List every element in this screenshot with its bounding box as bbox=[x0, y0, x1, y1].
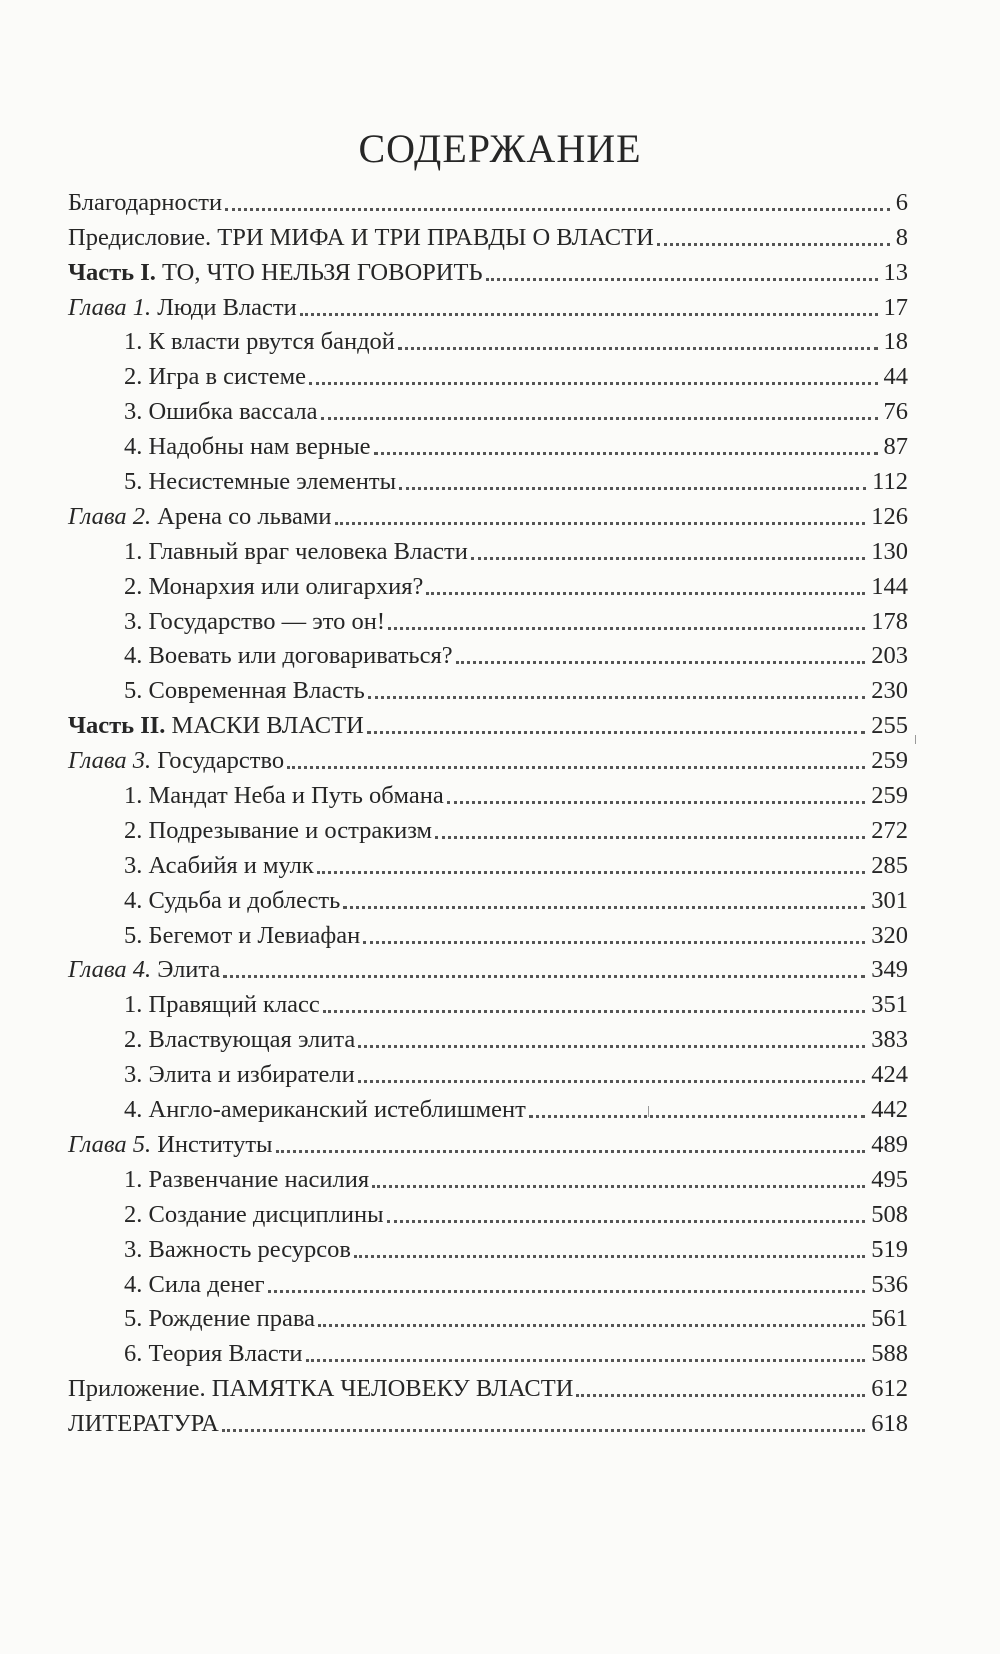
dot-leader bbox=[456, 661, 866, 664]
toc-entry-title: 5. Рождение права bbox=[124, 1305, 315, 1333]
dot-leader bbox=[300, 313, 878, 316]
toc-entry-title: 2. Монархия или олигархия? bbox=[124, 572, 424, 600]
page-number: 18 bbox=[883, 328, 908, 356]
toc-entry-label bbox=[68, 1130, 273, 1160]
toc-entry-label bbox=[124, 1304, 315, 1334]
toc-subentry bbox=[68, 427, 908, 462]
toc-entry-label bbox=[124, 1060, 355, 1090]
toc-entry-title: 5. Несистемные элементы bbox=[124, 468, 397, 496]
toc-entry-title: МАСКИ ВЛАСТИ bbox=[171, 712, 364, 740]
toc-subentry bbox=[68, 532, 908, 567]
toc-entry-title: 3. Ошибка вассала bbox=[124, 398, 318, 426]
page-number: 259 bbox=[871, 782, 908, 810]
dot-leader bbox=[657, 243, 890, 246]
dot-leader bbox=[388, 627, 865, 630]
page-number: 561 bbox=[871, 1305, 908, 1333]
page-number: 87 bbox=[883, 433, 908, 461]
toc-entry-title: 1. Мандат Неба и Путь обмана bbox=[124, 782, 444, 810]
toc-entry-label bbox=[68, 502, 332, 532]
toc-entry-label bbox=[124, 990, 320, 1020]
toc-entry-label bbox=[124, 327, 395, 357]
toc-subentry bbox=[68, 1090, 908, 1125]
toc-entry-label bbox=[68, 746, 284, 776]
toc-entry-title: Предисловие. ТРИ МИФА И ТРИ ПРАВДЫ О ВЛАСТИ bbox=[68, 223, 654, 251]
dot-leader bbox=[387, 1220, 866, 1223]
toc-entry bbox=[68, 706, 908, 741]
toc-entry-label bbox=[124, 676, 365, 706]
toc-subentry bbox=[68, 462, 908, 497]
dot-leader bbox=[335, 522, 866, 525]
page-title: СОДЕРЖАНИЕ bbox=[358, 125, 642, 171]
toc-subentry bbox=[68, 985, 908, 1020]
toc-entry-label bbox=[124, 641, 453, 671]
toc-entry-title: 4. Надобны нам верные bbox=[124, 433, 371, 461]
dot-leader bbox=[529, 1115, 865, 1118]
toc-subentry bbox=[68, 1265, 908, 1300]
toc-entry-label bbox=[124, 607, 385, 637]
page-number: 442 bbox=[871, 1096, 908, 1124]
dot-leader bbox=[222, 1429, 865, 1432]
toc-subentry bbox=[68, 1230, 908, 1265]
page-number: 612 bbox=[871, 1375, 908, 1403]
toc-entry-label bbox=[68, 223, 654, 253]
page-number: 6 bbox=[895, 188, 908, 216]
dot-leader bbox=[372, 1185, 865, 1188]
toc-entry-title: 1. Главный враг человека Власти bbox=[124, 537, 468, 565]
dot-leader bbox=[343, 906, 865, 909]
page-number: 618 bbox=[871, 1410, 908, 1438]
toc-entry-title: 5. Современная Власть bbox=[124, 677, 365, 705]
page-number: 320 bbox=[871, 921, 908, 949]
dot-leader bbox=[268, 1290, 866, 1293]
toc-entry-title: Арена со львами bbox=[157, 502, 332, 530]
chapter-number: Глава 4. bbox=[68, 956, 152, 984]
page-number: 349 bbox=[871, 956, 908, 984]
dot-leader bbox=[321, 417, 878, 420]
toc-entry-label bbox=[124, 537, 468, 567]
toc-entry-title: 1. Правящий класс bbox=[124, 991, 320, 1019]
dot-leader bbox=[435, 836, 865, 839]
page-number: 519 bbox=[871, 1235, 908, 1263]
toc-entry-label bbox=[68, 1374, 573, 1404]
page-number: 178 bbox=[871, 607, 908, 635]
dot-leader bbox=[368, 696, 865, 699]
toc-entry-title: Элита bbox=[157, 956, 221, 984]
toc-entry bbox=[68, 951, 908, 986]
toc-entry-label bbox=[68, 955, 220, 985]
toc-entry-label bbox=[124, 816, 432, 846]
toc-entry-title: 2. Игра в системе bbox=[124, 363, 307, 391]
toc-entry-label bbox=[124, 1235, 351, 1265]
toc-entry-label bbox=[68, 711, 364, 741]
page-number: 301 bbox=[871, 886, 908, 914]
chapter-number: Глава 5. bbox=[68, 1130, 152, 1158]
toc-subentry bbox=[68, 357, 908, 392]
toc-entry-title: 2. Подрезывание и остракизм bbox=[124, 816, 433, 844]
toc-entry-label bbox=[124, 1165, 369, 1195]
toc-entry-label bbox=[124, 362, 306, 392]
part-number: Часть I. bbox=[68, 258, 156, 286]
toc-entry bbox=[68, 183, 908, 218]
toc-entry-title: 3. Асабийя и мулк bbox=[124, 851, 314, 879]
toc-entry-title: 1. Развенчание насилия bbox=[124, 1165, 370, 1193]
toc-entry-title: 3. Важность ресурсов bbox=[124, 1235, 351, 1263]
toc-entry-title: ЛИТЕРАТУРА bbox=[68, 1410, 219, 1438]
toc-entry-title: Институты bbox=[157, 1130, 273, 1158]
page-number: 144 bbox=[871, 572, 908, 600]
toc-entry-label bbox=[124, 432, 371, 462]
page-number: 383 bbox=[871, 1026, 908, 1054]
toc-entry-title: 4. Сила денег bbox=[124, 1270, 265, 1298]
page-number: 13 bbox=[883, 258, 908, 286]
toc-subentry bbox=[68, 1300, 908, 1335]
toc-entry bbox=[68, 1125, 908, 1160]
toc-subentry bbox=[68, 602, 908, 637]
toc-entry-label bbox=[124, 851, 314, 881]
dot-leader bbox=[367, 731, 865, 734]
dot-leader bbox=[358, 1045, 865, 1048]
dot-leader bbox=[363, 941, 865, 944]
dot-leader bbox=[486, 278, 878, 281]
chapter-number: Глава 2. bbox=[68, 502, 152, 530]
toc-entry-title: 4. Англо-американский истеблишмент bbox=[124, 1096, 526, 1124]
toc-entry-title: 2. Создание дисциплины bbox=[124, 1200, 384, 1228]
page-number: 8 bbox=[895, 223, 908, 251]
toc-entry-title: Благодарности bbox=[68, 188, 223, 216]
toc-subentry bbox=[68, 392, 908, 427]
toc-entry-title: 6. Теория Власти bbox=[124, 1340, 303, 1368]
dot-leader bbox=[426, 592, 865, 595]
toc-entry-label bbox=[124, 467, 396, 497]
page-number: 588 bbox=[871, 1340, 908, 1368]
dot-leader bbox=[374, 452, 878, 455]
toc-entry-label bbox=[124, 921, 360, 951]
page-number: 495 bbox=[871, 1165, 908, 1193]
toc-entry bbox=[68, 497, 908, 532]
toc-entry-title: 4. Воевать или договариваться? bbox=[124, 642, 453, 670]
part-number: Часть II. bbox=[68, 712, 166, 740]
dot-leader bbox=[576, 1394, 865, 1397]
toc-entry-label bbox=[68, 258, 483, 288]
toc-entry-title: Люди Власти bbox=[157, 293, 297, 321]
page-number: 536 bbox=[871, 1270, 908, 1298]
dot-leader bbox=[317, 871, 865, 874]
dot-leader bbox=[306, 1359, 866, 1362]
toc-subentry bbox=[68, 1195, 908, 1230]
toc-entry-label bbox=[68, 1409, 219, 1439]
toc-entry bbox=[68, 741, 908, 776]
page-number: 259 bbox=[871, 747, 908, 775]
dot-leader bbox=[358, 1080, 866, 1083]
toc-entry-label bbox=[124, 1025, 355, 1055]
toc-entry bbox=[68, 253, 908, 288]
page-number: 203 bbox=[871, 642, 908, 670]
page-number: 17 bbox=[883, 293, 908, 321]
toc-entry-label bbox=[124, 886, 340, 916]
dot-leader bbox=[398, 347, 878, 350]
toc-subentry bbox=[68, 637, 908, 672]
toc-entry-label bbox=[124, 1200, 384, 1230]
toc-entry-label bbox=[124, 1095, 526, 1125]
toc-entry-label bbox=[124, 397, 318, 427]
scan-mark bbox=[648, 1106, 649, 1117]
toc-subentry bbox=[68, 846, 908, 881]
page-number: 255 bbox=[871, 712, 908, 740]
dot-leader bbox=[318, 1324, 865, 1327]
toc-entry-label bbox=[68, 293, 297, 323]
toc-entry bbox=[68, 1404, 908, 1439]
table-of-contents bbox=[68, 183, 908, 1439]
toc-subentry bbox=[68, 811, 908, 846]
page-number: 272 bbox=[871, 816, 908, 844]
toc-subentry bbox=[68, 567, 908, 602]
toc-entry-label bbox=[124, 572, 423, 602]
dot-leader bbox=[399, 487, 866, 490]
page-number: 351 bbox=[871, 991, 908, 1019]
dot-leader bbox=[223, 975, 865, 978]
page-number: 130 bbox=[871, 537, 908, 565]
toc-subentry bbox=[68, 916, 908, 951]
toc-subentry bbox=[68, 1055, 908, 1090]
scan-mark bbox=[915, 735, 916, 744]
dot-leader bbox=[309, 382, 877, 385]
toc-entry bbox=[68, 218, 908, 253]
toc-subentry bbox=[68, 671, 908, 706]
toc-subentry bbox=[68, 881, 908, 916]
toc-subentry bbox=[68, 1020, 908, 1055]
dot-leader bbox=[471, 557, 865, 560]
toc-entry-label bbox=[124, 1339, 303, 1369]
toc-entry bbox=[68, 288, 908, 323]
toc-entry-title: Приложение. ПАМЯТКА ЧЕЛОВЕКУ ВЛАСТИ bbox=[68, 1375, 574, 1403]
page-number: 285 bbox=[871, 851, 908, 879]
chapter-number: Глава 3. bbox=[68, 747, 152, 775]
page-number: 76 bbox=[883, 398, 908, 426]
toc-entry-title: 1. К власти рвутся бандой bbox=[124, 328, 395, 356]
toc-subentry bbox=[68, 323, 908, 358]
page-number: 230 bbox=[871, 677, 908, 705]
toc-entry-title: 5. Бегемот и Левиафан bbox=[124, 921, 361, 949]
toc-entry-title: 4. Судьба и доблесть bbox=[124, 886, 341, 914]
toc-entry-label bbox=[124, 781, 444, 811]
dot-leader bbox=[354, 1255, 865, 1258]
page-number: 489 bbox=[871, 1130, 908, 1158]
dot-leader bbox=[447, 801, 866, 804]
toc-subentry bbox=[68, 1160, 908, 1195]
toc-entry-title: ТО, ЧТО НЕЛЬЗЯ ГОВОРИТЬ bbox=[162, 258, 483, 286]
page-number: 126 bbox=[871, 502, 908, 530]
page-number: 508 bbox=[871, 1200, 908, 1228]
dot-leader bbox=[287, 766, 865, 769]
toc-entry bbox=[68, 1369, 908, 1404]
toc-entry-label bbox=[68, 188, 222, 218]
dot-leader bbox=[225, 208, 890, 211]
toc-subentry bbox=[68, 776, 908, 811]
toc-entry-title: 3. Государство — это он! bbox=[124, 607, 385, 635]
toc-subentry bbox=[68, 1334, 908, 1369]
dot-leader bbox=[323, 1010, 865, 1013]
dot-leader bbox=[276, 1150, 866, 1153]
toc-entry-title: 3. Элита и избиратели bbox=[124, 1061, 355, 1089]
chapter-number: Глава 1. bbox=[68, 293, 152, 321]
page-number: 44 bbox=[883, 363, 908, 391]
toc-entry-title: 2. Властвующая элита bbox=[124, 1026, 356, 1054]
toc-entry-label bbox=[124, 1270, 265, 1300]
page-number: 424 bbox=[871, 1061, 908, 1089]
page-number: 112 bbox=[872, 468, 908, 496]
toc-entry-title: Государство bbox=[157, 747, 285, 775]
